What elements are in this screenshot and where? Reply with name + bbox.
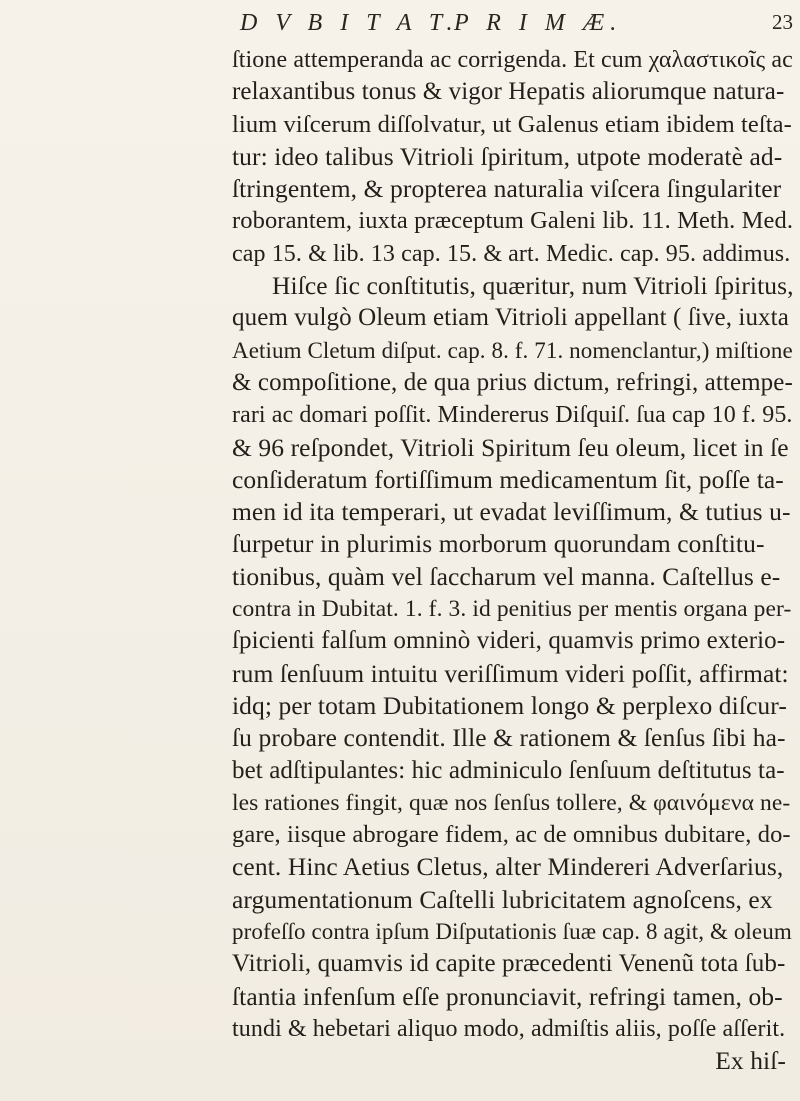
text-line: cap 15. & lib. 13 cap. 15. & art. Medic. cap. 95. addimus. bbox=[232, 240, 791, 267]
text-line: profeſſo contra ipſum Diſputationis ſuæ cap. 8 agit, & oleum bbox=[232, 919, 792, 945]
text-line: tionibus, quàm vel ſaccharum vel manna. Caſtellus e- bbox=[232, 561, 781, 591]
text-line: Aetium Cletum diſput. cap. 8. f. 71. nomenclantur,) miſtione bbox=[232, 337, 793, 363]
text-line: & compoſitione, de qua prius dictum, refringi, attempe- bbox=[232, 368, 793, 396]
text-line: ſpicienti falſum omninò videri, quamvis primo exterio- bbox=[232, 627, 786, 655]
text-line: gare, iisque abrogare fidem, ac de omnibus dubitare, do- bbox=[232, 821, 791, 849]
text-line: les rationes fingit, quæ nos ſenſus tollere, & φαινόμενα ne- bbox=[232, 789, 791, 816]
catchword: Ex hiſ- bbox=[715, 1046, 786, 1076]
text-line: rum ſenſuum intuitu veriſſimum videri poſſit, affirmat: bbox=[232, 658, 789, 688]
text-line: conſideratum fortiſſimum medicamentum ſit, poſſe ta- bbox=[232, 464, 784, 494]
text-line: Vitrioli, quamvis id capite præcedenti Venenũ tota ſub- bbox=[232, 950, 786, 978]
text-line-paragraph-start: Hiſce ſic conſtitutis, quæritur, num Vitrioli ſpiritus, bbox=[272, 271, 794, 301]
text-line: ſtantia infenſum eſſe pronunciavit, refringi tamen, ob- bbox=[232, 981, 783, 1011]
page-number: 23 bbox=[772, 10, 793, 34]
text-line: rari ac domari poſſit. Mindererus Diſquiſ. ſua cap 10 f. 95. bbox=[232, 402, 793, 429]
text-line: cent. Hinc Aetius Cletus, alter Mindereri Adverſarius, bbox=[232, 852, 784, 882]
text-line: roborantem, iuxta præceptum Galeni lib. 11. Meth. Med. bbox=[232, 207, 794, 235]
text-line: tur: ideo talibus Vitrioli ſpiritum, utpote moderatè ad- bbox=[232, 141, 783, 171]
text-line: & 96 reſpondet, Vitrioli Spiritum ſeu oleum, licet in ſe bbox=[232, 432, 789, 462]
text-line: ſu probare contendit. Ille & rationem & ſenſus ſibi ha- bbox=[232, 723, 786, 753]
text-line: ſurpetur in plurimis morborum quorundam conſtitu- bbox=[232, 529, 765, 559]
text-line: ſtione attemperanda ac corrigenda. Et cum χαλαστικοῖς ac bbox=[232, 47, 793, 73]
text-line: contra in Dubitat. 1. f. 3. id penitius per mentis organa per- bbox=[232, 596, 792, 623]
text-line: tundi & hebetari aliquo modo, admiſtis aliis, poſſe aſſerit. bbox=[232, 1015, 786, 1042]
text-line: men id ita temperari, ut evadat leviſſimum, & tutius u- bbox=[232, 497, 791, 527]
text-line: quem vulgò Oleum etiam Vitrioli appellant ( ſive, iuxta bbox=[232, 304, 789, 332]
text-line: argumentationum Caſtelli lubricitatem agnoſcens, ex bbox=[232, 884, 773, 914]
text-line: bet adſtipulantes: hic adminiculo ſenſuum deſtitutus ta- bbox=[232, 756, 785, 784]
text-line: ſtringentem, & propterea naturalia viſcera ſingulariter bbox=[232, 174, 782, 204]
text-line: idq; per totam Dubitationem longo & perplexo diſcur- bbox=[232, 690, 787, 720]
text-line: lium viſcerum diſſolvatur, ut Galenus etiam ibidem teſta- bbox=[232, 110, 792, 138]
body-text bbox=[232, 44, 794, 1078]
text-line: relaxantibus tonus & vigor Hepatis aliorumque natura- bbox=[232, 78, 785, 106]
running-head bbox=[240, 10, 793, 44]
running-head-left: D V B I T A T. bbox=[240, 10, 459, 36]
running-head-right: P R I M Æ. bbox=[454, 10, 623, 36]
